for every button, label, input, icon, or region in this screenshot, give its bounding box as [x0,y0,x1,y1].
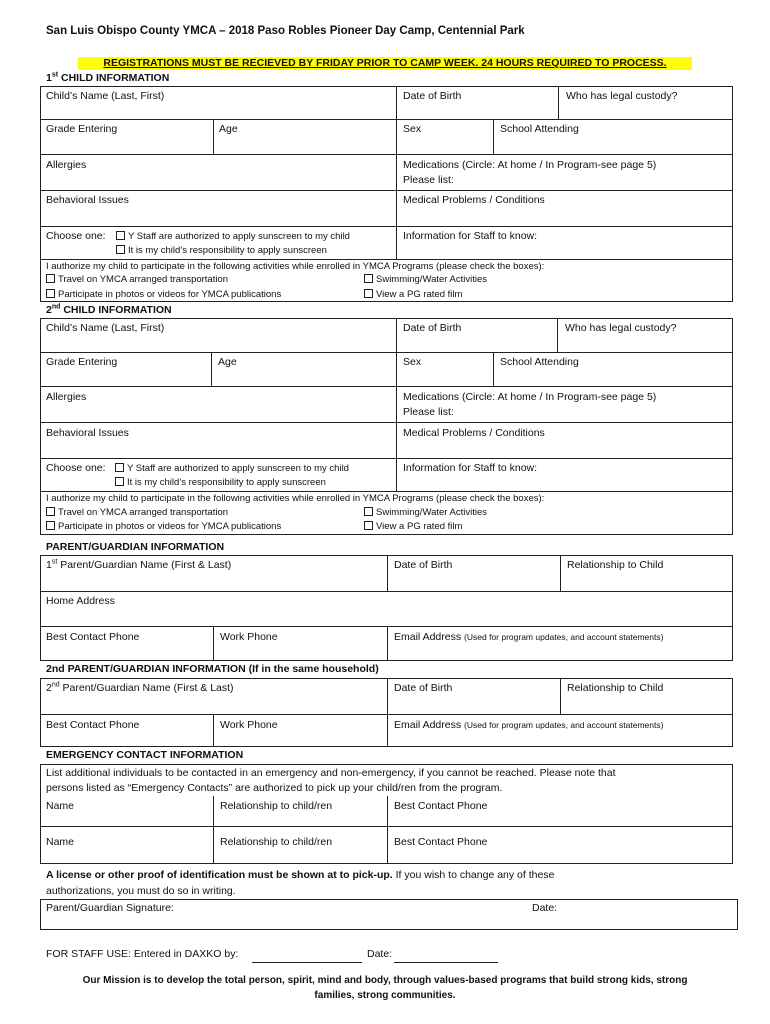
child1-photos-option[interactable]: Participate in photos or videos for YMCA publications [46,288,281,302]
child2-section-heading: 2nd CHILD INFORMATION [46,303,172,316]
child2-custody-field[interactable]: Who has legal custody? [565,322,677,334]
parent2-dob-field[interactable]: Date of Birth [394,682,453,694]
child2-info-staff-field[interactable]: Information for Staff to know: [403,462,538,474]
parent1-dob-field[interactable]: Date of Birth [394,559,453,571]
checkbox-icon[interactable] [46,507,55,516]
child1-sunscreen-child-option[interactable]: It is my child’s responsibility to apply sunscreen [116,244,327,258]
emergency-section-heading: EMERGENCY CONTACT INFORMATION [46,749,244,761]
child2-film-option[interactable]: View a PG rated film [364,520,462,534]
child2-sex-field[interactable]: Sex [403,356,422,368]
mission-statement [40,974,730,1003]
child2-school-field[interactable]: School Attending [500,356,579,368]
parent1-phone-field[interactable]: Best Contact Phone [46,631,140,643]
staff-entered-label: FOR STAFF USE: Entered in DAXKO by: [46,948,239,960]
child2-choose-one-label: Choose one: [46,462,106,474]
child1-name-field[interactable]: Child’s Name (Last, First) [46,90,165,102]
child1-swimming-option[interactable]: Swimming/Water Activities [364,273,487,287]
parent2-name-field[interactable]: 2nd Parent/Guardian Name (First & Last) [46,681,234,694]
child2-behavioral-field[interactable]: Behavioral Issues [46,427,129,439]
parent2-email-field[interactable]: Email Address (Used for program updates, and account statements) [394,719,664,731]
checkbox-icon[interactable] [364,507,373,516]
child2-age-field[interactable]: Age [218,356,237,368]
child2-swimming-option[interactable]: Swimming/Water Activities [364,506,487,520]
signature-field[interactable]: Parent/Guardian Signature: [46,902,174,914]
child2-travel-option[interactable]: Travel on YMCA arranged transportation [46,506,228,520]
child1-grade-field[interactable]: Grade Entering [46,123,118,135]
child1-info-staff-field[interactable]: Information for Staff to know: [403,230,538,242]
parent2-work-phone-field[interactable]: Work Phone [220,719,278,731]
child2-allergies-field[interactable]: Allergies [46,391,87,403]
child1-school-field[interactable]: School Attending [500,123,579,135]
child1-choose-one-label: Choose one: [46,230,106,242]
child1-section-heading: 1st CHILD INFORMATION [46,71,170,84]
child2-dob-field[interactable]: Date of Birth [403,322,462,334]
checkbox-icon[interactable] [364,521,373,530]
child1-allergies-field[interactable]: Allergies [46,159,87,171]
emergency1-phone-field[interactable]: Best Contact Phone [394,800,488,812]
parent1-name-field[interactable]: 1st Parent/Guardian Name (First & Last) [46,558,232,571]
checkbox-icon[interactable] [46,274,55,283]
checkbox-icon[interactable] [116,231,125,240]
parent2-phone-field[interactable]: Best Contact Phone [46,719,140,731]
child2-photos-option[interactable]: Participate in photos or videos for YMCA publications [46,520,281,534]
checkbox-icon[interactable] [46,521,55,530]
child1-please-list: Please list: [403,174,454,186]
child1-authorize-text: I authorize my child to participate in the following activities while enrolled in YMCA Programs (please check the boxes): [46,261,545,272]
child1-sex-field[interactable]: Sex [403,123,422,135]
staff-entered-line[interactable] [252,962,362,963]
emergency2-relationship-field[interactable]: Relationship to child/ren [220,836,333,848]
registration-deadline-banner: REGISTRATIONS MUST BE RECIEVED BY FRIDAY PRIOR TO CAMP WEEK. 24 HOURS REQUIRED TO PROCESS. [78,57,692,70]
checkbox-icon[interactable] [115,477,124,486]
emergency-instructions-line1: List additional individuals to be contacted in an emergency and non-emergency, if you cannot be reached. Please note that [46,767,616,779]
child2-name-field[interactable]: Child’s Name (Last, First) [46,322,165,334]
child2-sunscreen-staff-option[interactable]: Y Staff are authorized to apply sunscreen to my child [115,462,349,476]
checkbox-icon[interactable] [116,245,125,254]
child1-travel-option[interactable]: Travel on YMCA arranged transportation [46,273,228,287]
child1-age-field[interactable]: Age [219,123,238,135]
child2-authorize-text: I authorize my child to participate in the following activities while enrolled in YMCA Programs (please check the boxes): [46,493,545,504]
parent-section-heading: PARENT/GUARDIAN INFORMATION [46,541,225,553]
child1-sunscreen-staff-option[interactable]: Y Staff are authorized to apply sunscreen to my child [116,230,350,244]
staff-date-line[interactable] [394,962,498,963]
emergency-instructions-line2: persons listed as “Emergency Contacts” are authorized to pick up your child/ren from the program. [46,782,503,794]
emergency1-relationship-field[interactable]: Relationship to child/ren [220,800,333,812]
child1-dob-field[interactable]: Date of Birth [403,90,462,102]
emergency2-name-field[interactable]: Name [46,836,75,848]
staff-date-label: Date: [367,948,393,960]
pickup-id-notice: A license or other proof of identification must be shown at to pick-up. If you wish to change any of these [46,869,555,881]
child1-medications-field[interactable]: Medications (Circle: At home / In Program-see page 5) [403,159,657,171]
child2-please-list: Please list: [403,406,454,418]
emergency1-name-field[interactable]: Name [46,800,75,812]
child2-sunscreen-child-option[interactable]: It is my child’s responsibility to apply sunscreen [115,476,326,490]
checkbox-icon[interactable] [364,274,373,283]
child2-medical-field[interactable]: Medical Problems / Conditions [403,427,545,439]
pickup-id-notice-line2: authorizations, you must do so in writing. [46,885,236,897]
checkbox-icon[interactable] [46,289,55,298]
home-address-field[interactable]: Home Address [46,595,115,607]
child1-medical-field[interactable]: Medical Problems / Conditions [403,194,545,206]
mission-line1: Our Mission is to develop the total person, spirit, mind and body, through values-based programs that build strong kids, strong [82,975,688,986]
parent2-relationship-field[interactable]: Relationship to Child [567,682,664,694]
child1-custody-field[interactable]: Who has legal custody? [566,90,678,102]
child1-behavioral-field[interactable]: Behavioral Issues [46,194,129,206]
parent2-section-heading: 2nd PARENT/GUARDIAN INFORMATION (If in the same household) [46,663,379,675]
parent1-work-phone-field[interactable]: Work Phone [220,631,278,643]
mission-line2: families, strong communities. [314,989,456,1001]
form-title: San Luis Obispo County YMCA – 2018 Paso Robles Pioneer Day Camp, Centennial Park [46,25,525,37]
parent1-email-field[interactable]: Email Address (Used for program updates, and account statements) [394,631,664,643]
child2-medications-field[interactable]: Medications (Circle: At home / In Program-see page 5) [403,391,657,403]
checkbox-icon[interactable] [115,463,124,472]
child2-grade-field[interactable]: Grade Entering [46,356,118,368]
emergency2-phone-field[interactable]: Best Contact Phone [394,836,488,848]
parent1-relationship-field[interactable]: Relationship to Child [567,559,664,571]
signature-date-field[interactable]: Date: [532,902,558,914]
checkbox-icon[interactable] [364,289,373,298]
child1-film-option[interactable]: View a PG rated film [364,288,462,302]
